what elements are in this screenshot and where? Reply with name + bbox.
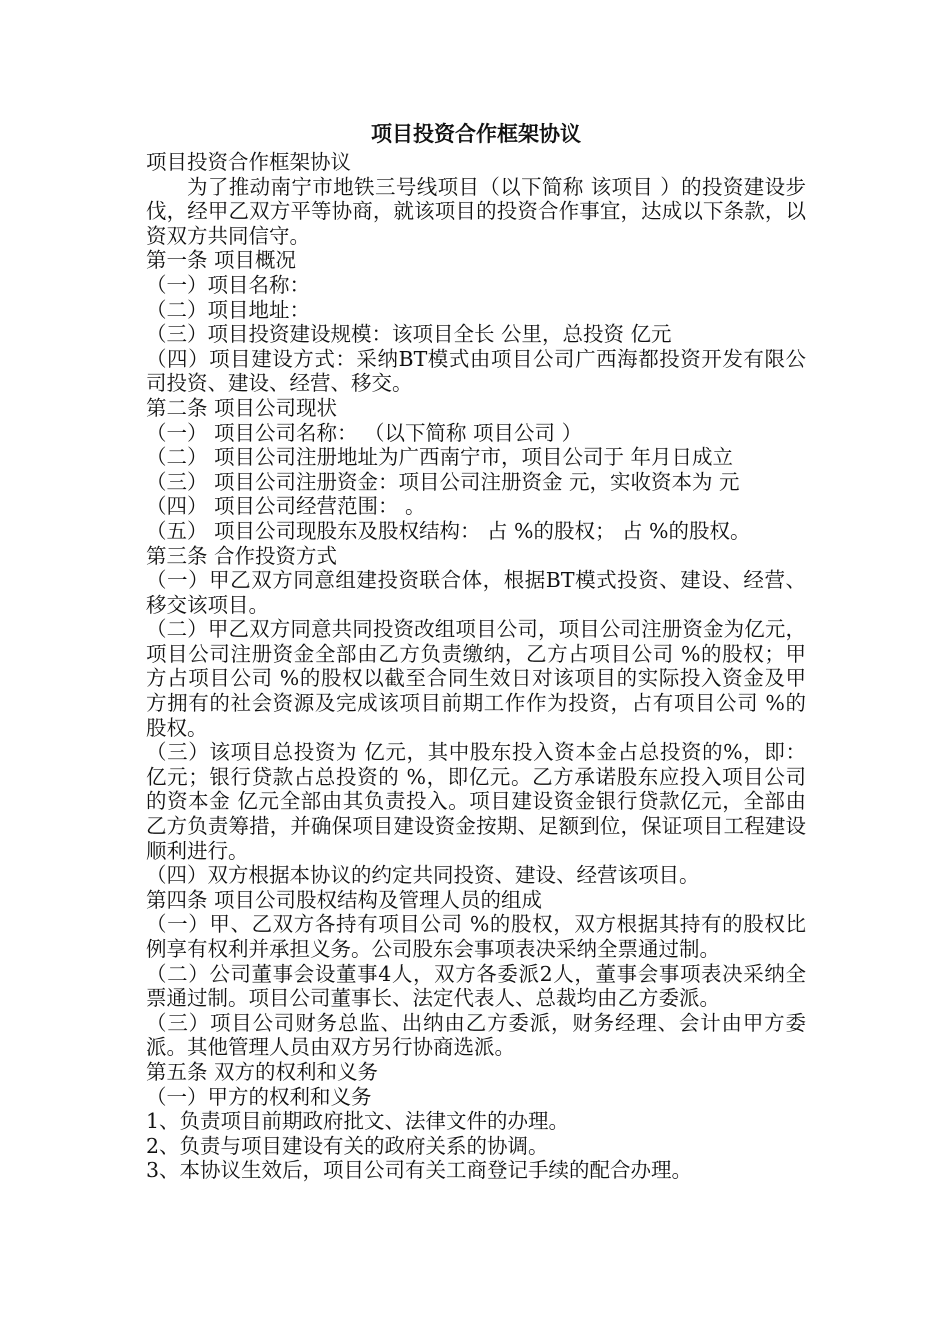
paragraph: 1、负责项目前期政府批文、法律文件的办理。 [146,1109,570,1134]
paragraph: （五） 项目公司现股东及股权结构： 占 %的股权； 占 %的股权。 [146,518,751,543]
paragraph: 2、负责与项目建设有关的政府关系的协调。 [146,1133,549,1158]
paragraph: 第三条 合作投资方式 [146,543,338,568]
paragraph: 第一条 项目概况 [146,248,297,273]
paragraph: （三）项目投资建设规模：该项目全长 公里，总投资 亿元 [146,322,672,347]
paragraph: （一）甲、乙双方各持有项目公司 %的股权，双方根据其持有的股权比例享有权利并承担义务。公司股东会事项表决采纳全票通过制。 [146,912,806,961]
paragraph: 3、本协议生效后，项目公司有关工商登记手续的配合办理。 [146,1158,693,1183]
paragraph: 第五条 双方的权利和义务 [146,1059,379,1084]
paragraph: （四）双方根据本协议的约定共同投资、建设、经营该项目。 [146,863,700,888]
paragraph: （一）甲方的权利和义务 [146,1084,372,1109]
document-body [146,150,806,1183]
paragraph: 第二条 项目公司现状 [146,395,338,420]
paragraph: （二）公司董事会设董事4人，双方各委派2人，董事会事项表决采纳全票通过制。项目公司董事长、法定代表人、总裁均由乙方委派。 [146,961,806,1011]
paragraph: （二）甲乙双方同意共同投资改组项目公司，项目公司注册资金为亿元，项目公司注册资金全部由乙方负责缴纳，乙方占项目公司 %的股权；甲方占项目公司 %的股权以截至合同生效日对该项目的实际投入资金及甲方拥有的社会资源及完成该项目前期工作作为投资，占有项目公司 %的股权。 [146,617,806,740]
paragraph: （四） 项目公司经营范围： 。 [146,494,426,519]
paragraph: 为了推动南宁市地铁三号线项目（以下简称 该项目 ）的投资建设步伐，经甲乙双方平等协商，就该项目的投资合作事宜，达成以下条款，以资双方共同信守。 [146,174,806,248]
document-title: 项目投资合作框架协议 [371,121,581,146]
paragraph: （三） 项目公司注册资金：项目公司注册资金 元，实收资本为 元 [146,469,740,494]
paragraph: 项目投资合作框架协议 [146,150,351,174]
paragraph: （一） 项目公司名称： （以下简称 项目公司 ） [146,420,583,445]
paragraph: （四）项目建设方式：采纳BT模式由项目公司广西海都投资开发有限公司投资、建设、经营、移交。 [146,346,806,396]
paragraph: （三）项目公司财务总监、出纳由乙方委派，财务经理、会计由甲方委派。其他管理人员由双方另行协商选派。 [146,1010,806,1060]
paragraph: （一）项目名称： [146,272,310,297]
document-page [146,122,806,1183]
paragraph: （一）甲乙双方同意组建投资联合体，根据BT模式投资、建设、经营、移交该项目。 [146,568,806,617]
paragraph: 第四条 项目公司股权结构及管理人员的组成 [146,887,543,912]
paragraph: （二） 项目公司注册地址为广西南宁市，项目公司于 年月日成立 [146,445,734,470]
paragraph: （三）该项目总投资为 亿元，其中股东投入资本金占总投资的%，即： 亿元；银行贷款占总投资的 %，即亿元。乙方承诺股东应投入项目公司的资本金 亿元全部由其负责投入。项目建设资金银行贷款亿元，全部由乙方负责筹措，并确保项目建设资金按期、足额到位，保证项目工程建设顺利进行。 [146,740,806,863]
paragraph: （二）项目地址： [146,297,310,322]
